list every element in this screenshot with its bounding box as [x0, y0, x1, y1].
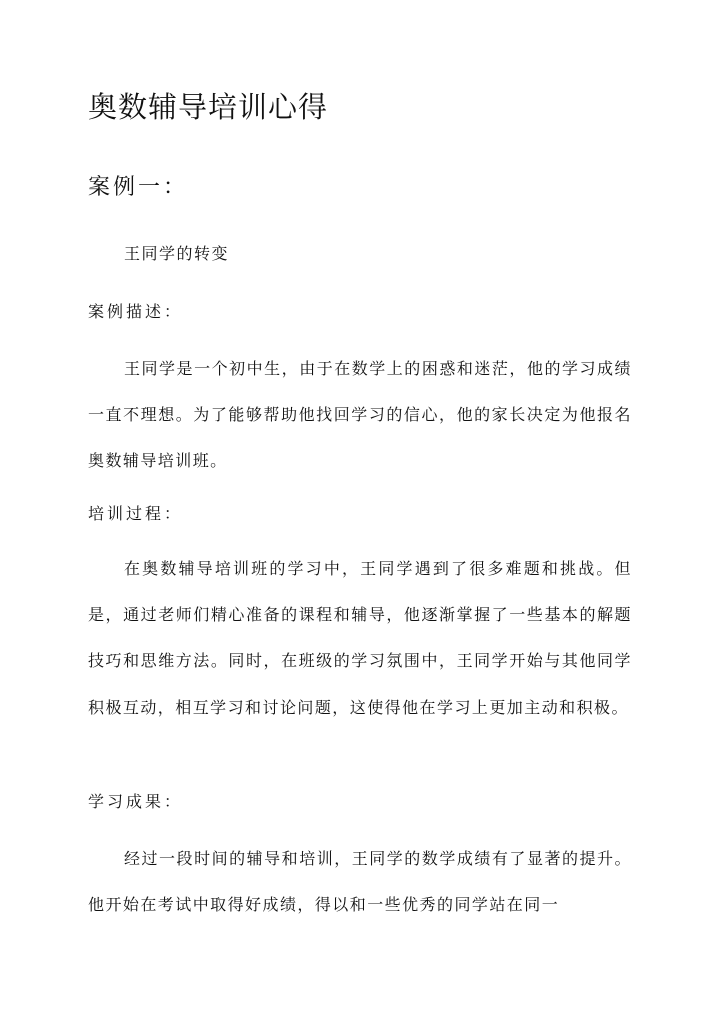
section-label-results: 学习成果： — [88, 792, 184, 811]
section-label-description: 案例描述： — [88, 302, 184, 321]
section-text-results: 经过一段时间的辅导和培训，王同学的数学成绩有了显著的提升。他开始在考试中取得好成绩，得以和一些优秀的同学站在同一 — [88, 849, 632, 915]
section-text-process: 在奥数辅导培训班的学习中，王同学遇到了很多难题和挑战。但是，通过老师们精心准备的课程和辅导，他逐渐掌握了一些基本的解题技巧和思维方法。同时，在班级的学习氛围中，王同学开始与其他同学积极互动，相互学习和讨论问题，这使得他在学习上更加主动和积极。 — [88, 559, 632, 717]
case-heading: 案例一： — [88, 175, 189, 200]
case-subtitle: 王同学的转变 — [124, 244, 230, 263]
section-label-process: 培训过程： — [88, 504, 184, 523]
section-text-description: 王同学是一个初中生，由于在数学上的困惑和迷茫，他的学习成绩一直不理想。为了能够帮助他找回学习的信心，他的家长决定为他报名奥数辅导培训班。 — [88, 359, 632, 471]
document-title: 奥数辅导培训心得 — [88, 90, 329, 124]
